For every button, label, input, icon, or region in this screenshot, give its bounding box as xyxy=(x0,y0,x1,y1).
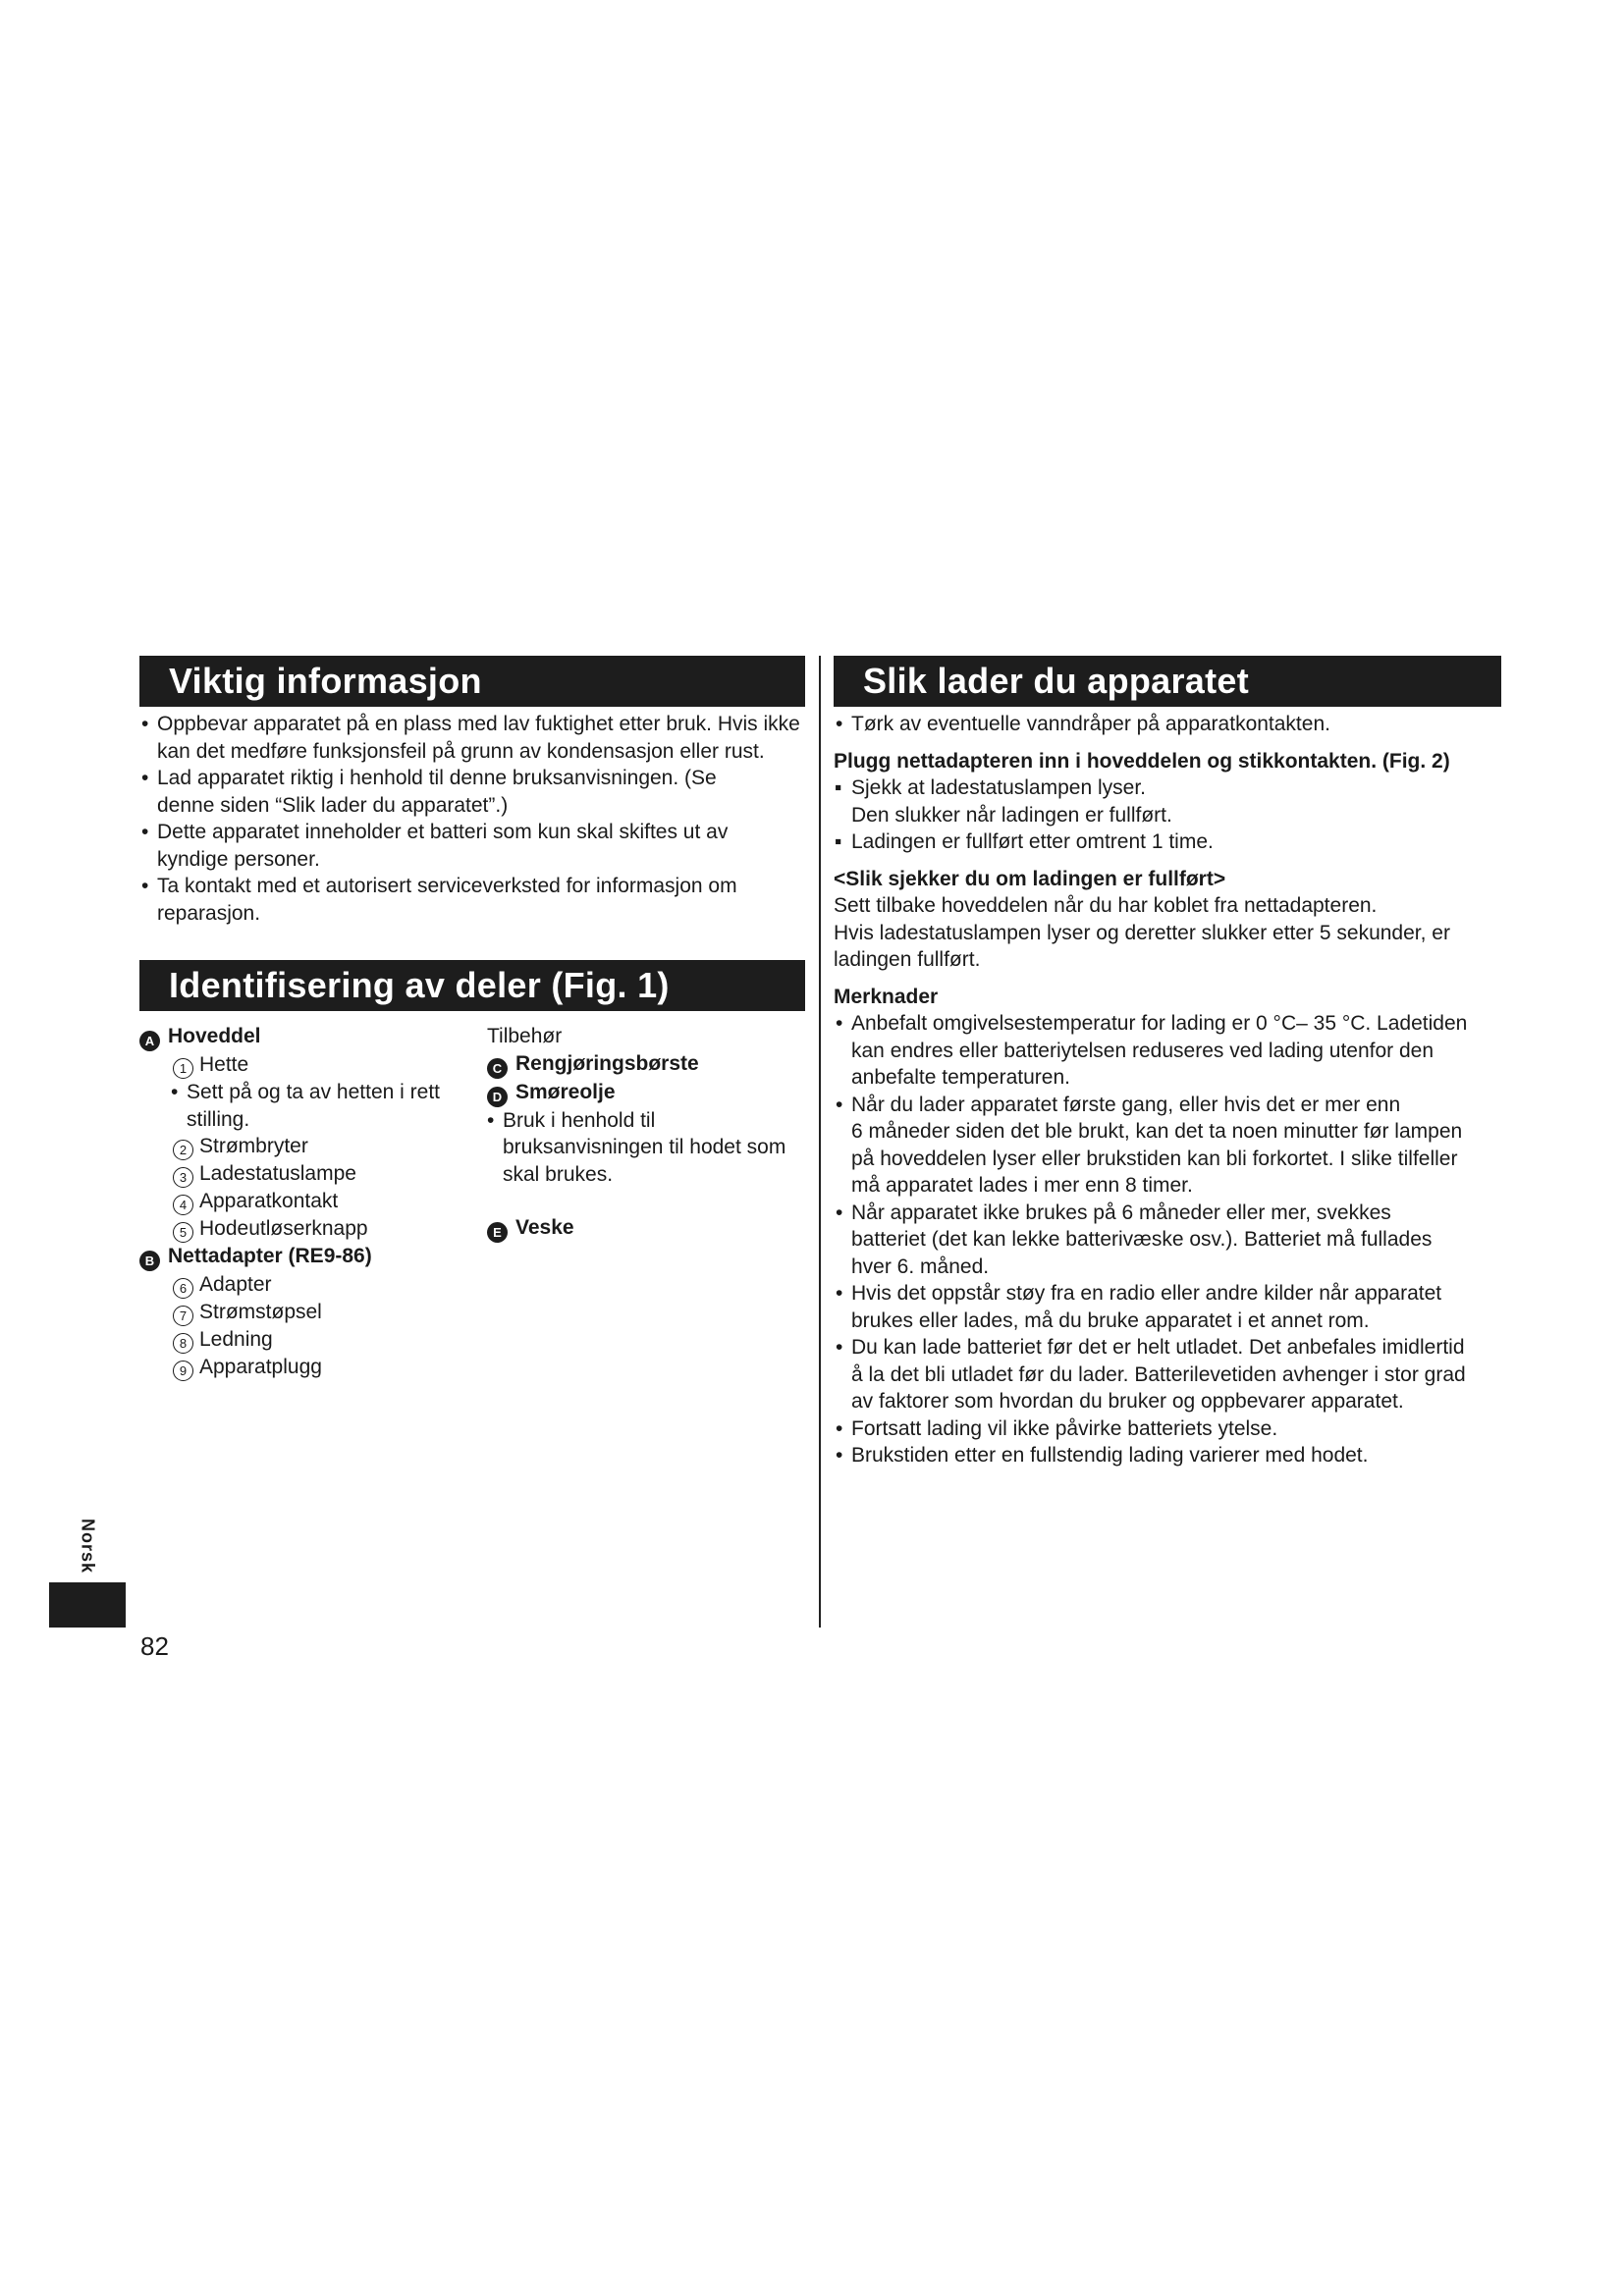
part-item: 7 Strømstøpsel xyxy=(139,1299,483,1326)
check-line: Sett tilbake hoveddelen når du har koblet fra nettadapteren. xyxy=(834,894,1378,917)
part-c-heading: C Rengjøringsbørste xyxy=(487,1050,811,1079)
language-label: Norsk xyxy=(78,1518,98,1575)
number-4-badge: 4 xyxy=(173,1195,193,1215)
list-item: ▪ Sjekk at ladestatuslampen lyser. Den slukker når ladingen er fullført. xyxy=(834,774,1501,828)
list-item: • Hvis det oppstår støy fra en radio eller andre kilder når apparatet brukes eller lades, må du bruke apparatet i et annet rom. xyxy=(834,1280,1501,1334)
list-item: • Fortsatt lading vil ikke påvirke batteriets ytelse. xyxy=(834,1415,1501,1443)
list-item: • Når du lader apparatet første gang, eller hvis det er mer enn 6 måneder siden det ble brukt, kan det ta noen minutter før lampen på hoveddelen lyser eller brukstiden kan bli forkortet. I slike tilfeller må apparatet lades i mer enn 8 timer. xyxy=(834,1092,1501,1200)
list-item: • Tørk av eventuelle vanndråper på apparatkontakten. xyxy=(834,711,1501,738)
section-heading-lading: Slik lader du apparatet xyxy=(834,656,1501,707)
check-heading: <Slik sjekker du om ladingen er fullført> xyxy=(834,867,1226,890)
parts-list xyxy=(139,1023,805,1396)
list-item: • Når apparatet ikke brukes på 6 måneder eller mer, svekkes batteriet (det kan lekke batterivæske osv.). Batteriet må fullades hver 6. måned. xyxy=(834,1200,1501,1281)
part-note-cont: skal brukes. xyxy=(503,1162,614,1186)
accessories-title: Tilbehør xyxy=(487,1025,563,1047)
part-note-cont: bruksanvisningen til hodet som xyxy=(503,1136,786,1158)
part-a-heading: A Hoveddel xyxy=(139,1023,483,1051)
number-2-badge: 2 xyxy=(173,1140,193,1160)
letter-c-badge: C xyxy=(487,1058,508,1079)
intro-list xyxy=(834,711,1501,738)
list-item: • Brukstiden etter en fullstendig lading varierer med hodet. xyxy=(834,1442,1501,1469)
part-item: 4 Apparatkontakt xyxy=(139,1188,483,1215)
plug-heading: Plugg nettadapteren inn i hoveddelen og stikkontakten. (Fig. 2) xyxy=(834,749,1450,773)
list-item: • Anbefalt omgivelsestemperatur for lading er 0 °C– 35 °C. Ladetiden kan endres eller batteriytelsen reduseres ved lading utenfor den anbefalte temperaturen. xyxy=(834,1010,1501,1092)
page-number: 82 xyxy=(140,1631,169,1661)
parts-accessories-column xyxy=(487,1023,811,1243)
right-column xyxy=(834,656,1501,1469)
check-line: ladingen fullført. xyxy=(834,948,981,971)
part-e-heading: E Veske xyxy=(487,1214,811,1243)
column-divider xyxy=(819,656,821,1628)
plug-list xyxy=(834,774,1501,856)
left-column xyxy=(139,656,805,1396)
language-tab xyxy=(49,1582,126,1628)
part-item: 2 Strømbryter xyxy=(139,1133,483,1160)
viktig-list xyxy=(139,711,805,927)
number-6-badge: 6 xyxy=(173,1278,193,1299)
letter-a-badge: A xyxy=(139,1031,160,1051)
list-item: • Lad apparatet riktig i henhold til denne bruksanvisningen. (Se denne siden “Slik lader du apparatet”.) xyxy=(139,765,805,819)
number-9-badge: 9 xyxy=(173,1361,193,1381)
list-item: • Dette apparatet inneholder et batteri som kun skal skiftes ut av kyndige personer. xyxy=(139,819,805,873)
letter-e-badge: E xyxy=(487,1222,508,1243)
list-item: • Oppbevar apparatet på en plass med lav fuktighet etter bruk. Hvis ikke kan det medføre funksjonsfeil på grunn av kondensasjon eller rust. xyxy=(139,711,805,765)
number-1-badge: 1 xyxy=(173,1058,193,1079)
part-item: 6 Adapter xyxy=(139,1271,483,1299)
part-note: • Sett på og ta av hetten i rett xyxy=(171,1081,440,1103)
section-heading-viktig: Viktig informasjon xyxy=(139,656,805,707)
part-b-heading: B Nettadapter (RE9-86) xyxy=(139,1243,483,1271)
part-note-cont: stilling. xyxy=(187,1107,250,1131)
part-item: 5 Hodeutløserknapp xyxy=(139,1215,483,1243)
number-5-badge: 5 xyxy=(173,1222,193,1243)
check-line: Hvis ladestatuslampen lyser og deretter slukker etter 5 sekunder, er xyxy=(834,921,1450,944)
part-d-heading: D Smøreolje xyxy=(487,1079,811,1107)
list-item: • Du kan lade batteriet før det er helt utladet. Det anbefales imidlertid å la det bli utladet før du lader. Batterilevetiden avhenger i stor grad av faktorer som hvordan du bruker og oppbevarer apparatet. xyxy=(834,1334,1501,1415)
number-7-badge: 7 xyxy=(173,1306,193,1326)
parts-main-column xyxy=(139,1023,483,1381)
notes-heading: Merknader xyxy=(834,985,939,1008)
part-item: 9 Apparatplugg xyxy=(139,1354,483,1381)
number-8-badge: 8 xyxy=(173,1333,193,1354)
letter-b-badge: B xyxy=(139,1251,160,1271)
section-heading-identifisering: Identifisering av deler (Fig. 1) xyxy=(139,960,805,1011)
list-item: ▪ Ladingen er fullført etter omtrent 1 time. xyxy=(834,828,1501,856)
part-item: 1 Hette xyxy=(139,1051,483,1079)
letter-d-badge: D xyxy=(487,1087,508,1107)
notes-list xyxy=(834,1010,1501,1469)
part-item: 3 Ladestatuslampe xyxy=(139,1160,483,1188)
number-3-badge: 3 xyxy=(173,1167,193,1188)
part-item: 8 Ledning xyxy=(139,1326,483,1354)
list-item: • Ta kontakt med et autorisert serviceverksted for informasjon om reparasjon. xyxy=(139,873,805,927)
part-note: • Bruk i henhold til xyxy=(487,1108,656,1132)
